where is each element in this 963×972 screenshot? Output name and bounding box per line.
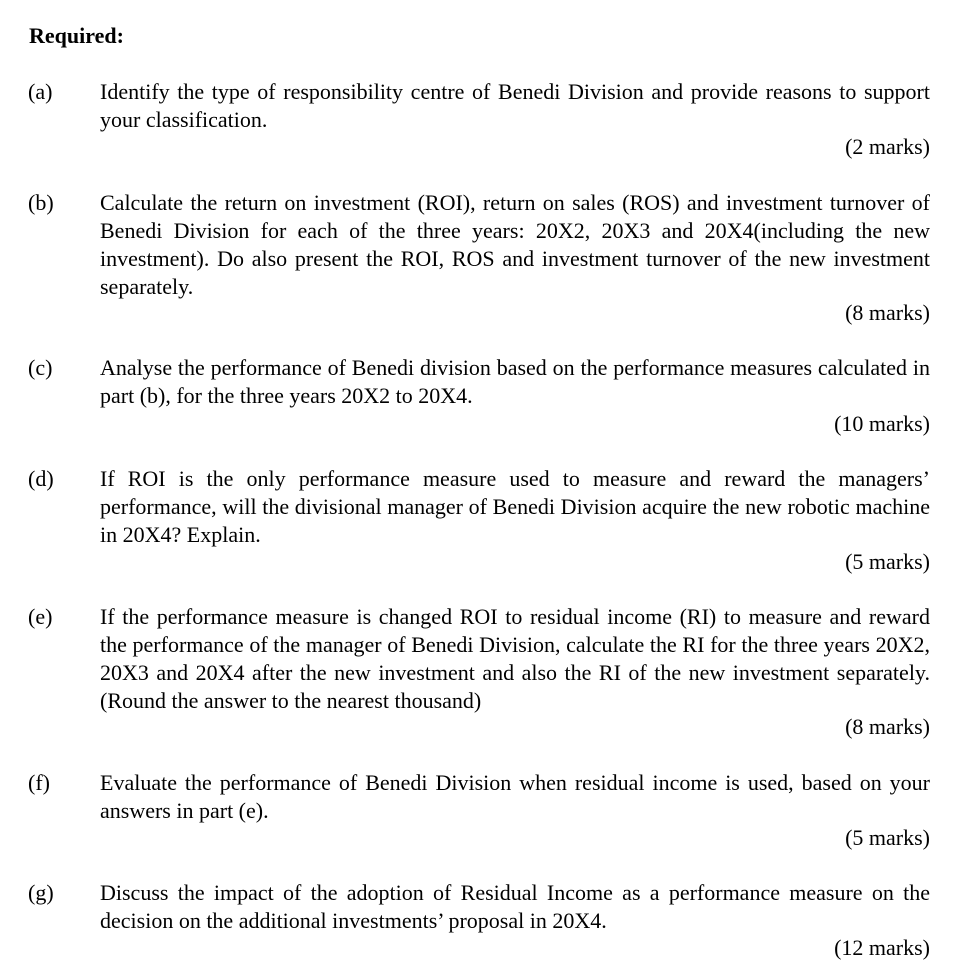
question-marks: (10 marks): [834, 411, 930, 436]
question-label: (f): [28, 770, 50, 795]
question-text: Identify the type of responsibility centre of Benedi Division and provide reasons to support your classification.: [100, 79, 930, 132]
question-label: (a): [28, 79, 53, 104]
question-marks: (12 marks): [834, 935, 930, 960]
question-marks: (5 marks): [845, 549, 930, 574]
question-text: Analyse the performance of Benedi division based on the performance measures calculated in part (b), for the three years 20X2 to 20X4.: [100, 355, 930, 408]
question-label: (d): [28, 466, 54, 491]
question-text: Evaluate the performance of Benedi Division when residual income is used, based on your answers in part (e).: [100, 770, 930, 823]
question-marks: (2 marks): [845, 134, 930, 159]
question-text: If the performance measure is changed ROI to residual income (RI) to measure and reward the performance of the manager of Benedi Division, calculate the RI for the three years 20X2, 20X3 and 20X4 after the new investment and also the RI of the new investment separately. (Round the answer to the nearest thousand): [100, 604, 930, 713]
question-label: (g): [28, 880, 54, 905]
question-marks: (5 marks): [845, 825, 930, 850]
question-text: If ROI is the only performance measure used to measure and reward the managers’ performance, will the divisional manager of Benedi Division acquire the new robotic machine in 20X4? Explain.: [100, 466, 930, 547]
question-label: (b): [28, 190, 54, 215]
question-label: (c): [28, 355, 53, 380]
question-label: (e): [28, 604, 53, 629]
question-marks: (8 marks): [845, 714, 930, 739]
question-text: Discuss the impact of the adoption of Residual Income as a performance measure on the decision on the additional investments’ proposal in 20X4.: [100, 880, 930, 933]
question-text: Calculate the return on investment (ROI), return on sales (ROS) and investment turnover of Benedi Division for each of the three years: 20X2, 20X3 and 20X4(including the new investment). Do also present the ROI, ROS and investment turnover of the new investment separately.: [100, 190, 930, 299]
question-marks: (8 marks): [845, 300, 930, 325]
page-heading: Required:: [29, 23, 124, 48]
